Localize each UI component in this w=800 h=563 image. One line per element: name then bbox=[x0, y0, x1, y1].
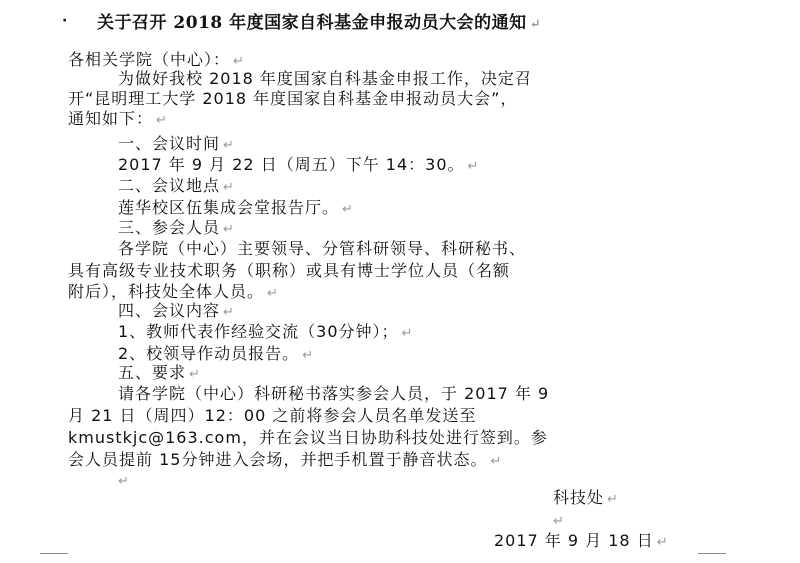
intro-line-3 bbox=[68, 109, 167, 131]
intro-line-1: 为做好我校 2018 年度国家自科基金申报工作，决定召 bbox=[118, 69, 532, 88]
empty-paragraph bbox=[118, 470, 129, 492]
paragraph-mark-icon: ↵ bbox=[223, 305, 234, 320]
intro-line-2: 开“昆明理工大学 2018 年度国家自科基金申报动员大会”， bbox=[68, 89, 518, 108]
salutation-text: 各相关学院（中心）： bbox=[68, 50, 231, 69]
paragraph-mark-icon: ↵ bbox=[223, 138, 234, 153]
email-line[interactable]: kmustkjc@163.com，并在会议当日协助科技处进行签到。参 bbox=[68, 428, 548, 447]
paragraph-mark-icon: ↵ bbox=[607, 492, 618, 507]
section-heading-attendees bbox=[118, 218, 234, 240]
paragraph-mark-icon: ↵ bbox=[118, 474, 129, 489]
paragraph-mark-icon: ↵ bbox=[553, 514, 564, 529]
issue-date-text: 2017 年 9 月 18 日 bbox=[494, 531, 654, 550]
paragraph-mark-icon: ↵ bbox=[656, 535, 668, 550]
paragraph-mark-icon: ↵ bbox=[223, 180, 234, 195]
paragraph-mark-icon: ↵ bbox=[401, 326, 413, 341]
section-line-text: 附后），科技处全体人员。 bbox=[68, 282, 265, 301]
section-line: 具有高级专业技术职务（职称）或具有博士学位人员（名额 bbox=[68, 261, 511, 280]
section-line: 请各学院（中心）科研秘书落实参会人员，于 2017 年 9 bbox=[118, 384, 550, 403]
paragraph-mark-icon: ↵ bbox=[467, 159, 479, 174]
notice-title bbox=[97, 13, 541, 35]
margin-guide-left bbox=[40, 553, 68, 554]
paragraph-mark-icon: ↵ bbox=[529, 17, 541, 32]
section-heading-text: 二、会议地点 bbox=[118, 176, 221, 195]
paragraph-mark-icon: ↵ bbox=[189, 367, 200, 382]
section-heading-text: 四、会议内容 bbox=[118, 301, 221, 320]
notice-title-text: 关于召开 2018 年度国家自科基金申报动员大会的通知 bbox=[97, 13, 527, 33]
section-line bbox=[118, 322, 412, 344]
intro-line-3-text: 通知如下： bbox=[68, 109, 154, 128]
paragraph-mark-icon: ↵ bbox=[302, 348, 314, 363]
margin-guide-right bbox=[698, 553, 726, 554]
list-bullet: · bbox=[62, 13, 68, 29]
paragraph-mark-icon: ↵ bbox=[156, 113, 167, 128]
issue-date bbox=[494, 531, 668, 553]
section-heading-venue bbox=[118, 176, 234, 198]
section-heading-requirements bbox=[118, 363, 200, 385]
section-line: 各学院（中心）主要领导、分管科研领导、科研秘书、 bbox=[118, 239, 527, 258]
section-line bbox=[118, 198, 353, 220]
section-line: 月 21 日（周四）12：00 之前将参会人员名单发送至 bbox=[68, 406, 477, 425]
section-heading-text: 三、参会人员 bbox=[118, 218, 221, 237]
section-line-text: 会人员提前 15分钟进入会场，并把手机置于静音状态。 bbox=[68, 450, 488, 469]
paragraph-mark-icon: ↵ bbox=[490, 454, 502, 469]
section-line-text: 莲华校区伍集成会堂报告厅。 bbox=[118, 198, 340, 217]
empty-paragraph bbox=[553, 510, 564, 532]
section-line bbox=[68, 450, 501, 472]
section-heading-agenda bbox=[118, 301, 234, 323]
paragraph-mark-icon: ↵ bbox=[267, 286, 278, 301]
section-heading-text: 一、会议时间 bbox=[118, 134, 221, 153]
paragraph-mark-icon: ↵ bbox=[223, 222, 234, 237]
section-line-text: 2、校领导作动员报告。 bbox=[118, 344, 300, 363]
section-line bbox=[118, 155, 478, 177]
section-line-text: 1、教师代表作经验交流（30分钟）； bbox=[118, 322, 399, 341]
section-line-text: 2017 年 9 月 22 日（周五）下午 14：30。 bbox=[118, 155, 465, 174]
signature bbox=[553, 488, 618, 510]
section-heading-time bbox=[118, 134, 234, 156]
paragraph-mark-icon: ↵ bbox=[342, 202, 353, 217]
section-heading-text: 五、要求 bbox=[118, 363, 187, 382]
signature-text: 科技处 bbox=[553, 488, 605, 507]
paragraph-mark-icon: ↵ bbox=[233, 54, 244, 69]
